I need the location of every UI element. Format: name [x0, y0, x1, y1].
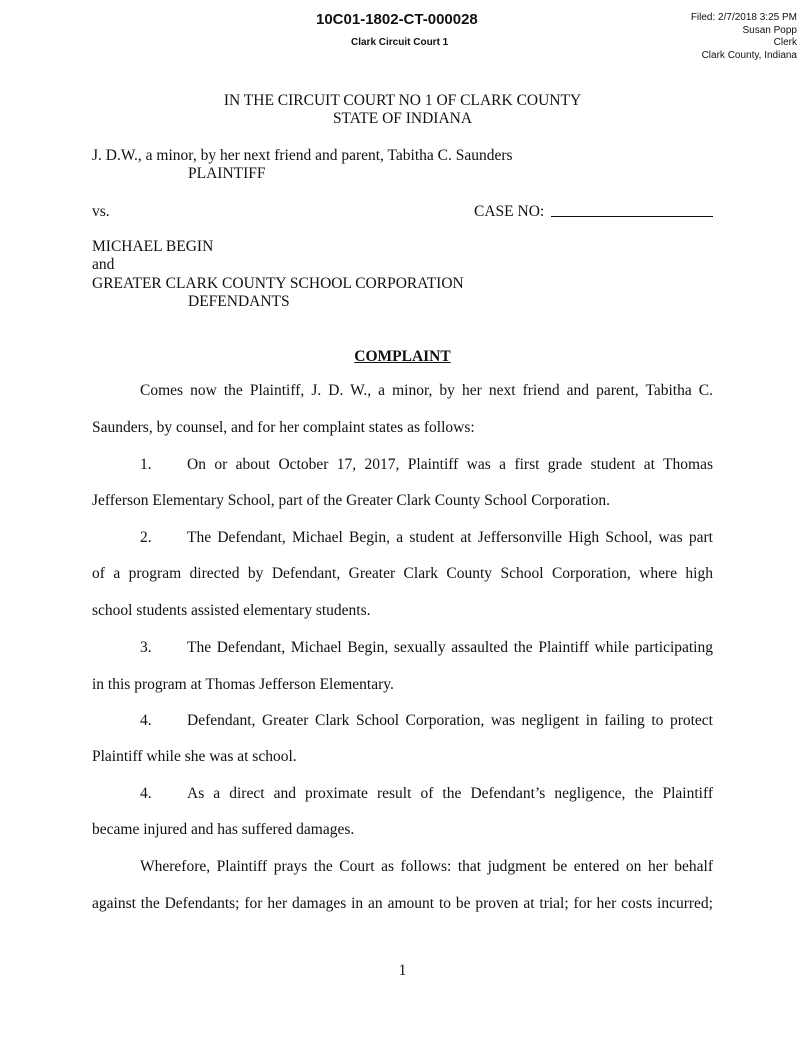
defendant-2: GREATER CLARK COUNTY SCHOOL CORPORATION: [92, 275, 464, 292]
paragraph-number: 2.: [140, 529, 152, 546]
county: Clark County, Indiana: [701, 49, 797, 61]
wherefore-line: against the Defendants; for her damages in an amount to be proven at trial; for her costs incurred;: [92, 895, 713, 912]
case-number: 10C01-1802-CT-000028: [316, 11, 478, 28]
defendant-1: MICHAEL BEGIN: [92, 238, 214, 255]
case-no-blank: [551, 216, 713, 217]
court-name: Clark Circuit Court 1: [351, 37, 449, 48]
clerk-name: Susan Popp: [742, 24, 797, 36]
court-heading-2: STATE OF INDIANA: [332, 110, 473, 127]
document-title: COMPLAINT: [354, 348, 451, 365]
filed-date: Filed: 2/7/2018 3:25 PM: [690, 12, 797, 23]
paragraph-number: 1.: [140, 456, 152, 473]
court-heading-1: IN THE CIRCUIT COURT NO 1 OF CLARK COUNTY: [223, 92, 582, 109]
clerk-title: Clerk: [773, 37, 797, 48]
paragraph-number: 4.: [140, 785, 152, 802]
paragraph-line: Plaintiff while she was at school.: [92, 748, 297, 765]
paragraph-line: The Defendant, Michael Begin, sexually assaulted the Plaintiff while participating: [187, 639, 713, 656]
paragraph-line: On or about October 17, 2017, Plaintiff was a first grade student at Thomas: [187, 456, 713, 473]
filing-stamp: [691, 12, 797, 62]
plaintiff-label: PLAINTIFF: [188, 165, 266, 182]
plaintiff-line: J. D.W., a minor, by her next friend and parent, Tabitha C. Saunders: [92, 147, 513, 164]
case-no-label: CASE NO:: [474, 203, 545, 220]
intro-line: Comes now the Plaintiff, J. D. W., a minor, by her next friend and parent, Tabitha C.: [140, 382, 713, 399]
paragraph-line: became injured and has suffered damages.: [92, 821, 355, 838]
paragraph-line: Defendant, Greater Clark School Corporation, was negligent in failing to protect: [187, 712, 713, 729]
paragraph-line: The Defendant, Michael Begin, a student at Jeffersonville High School, was part: [187, 529, 713, 546]
paragraph-line: Jefferson Elementary School, part of the Greater Clark County School Corporation.: [92, 492, 610, 509]
paragraph-number: 4.: [140, 712, 152, 729]
paragraph-line: As a direct and proximate result of the Defendant’s negligence, the Plaintiff: [187, 785, 713, 802]
defendants-label: DEFENDANTS: [188, 293, 290, 310]
page-number: 1: [398, 962, 407, 979]
paragraph-line: in this program at Thomas Jefferson Elementary.: [92, 676, 394, 693]
vs: vs.: [92, 203, 110, 220]
paragraph-number: 3.: [140, 639, 152, 656]
intro-line: Saunders, by counsel, and for her complaint states as follows:: [92, 419, 475, 436]
paragraph-line: of a program directed by Defendant, Greater Clark County School Corporation, where high: [92, 565, 713, 582]
and-text: and: [92, 256, 115, 273]
wherefore-line: Wherefore, Plaintiff prays the Court as follows: that judgment be entered on her behalf: [140, 858, 713, 875]
paragraph-line: school students assisted elementary students.: [92, 602, 371, 619]
